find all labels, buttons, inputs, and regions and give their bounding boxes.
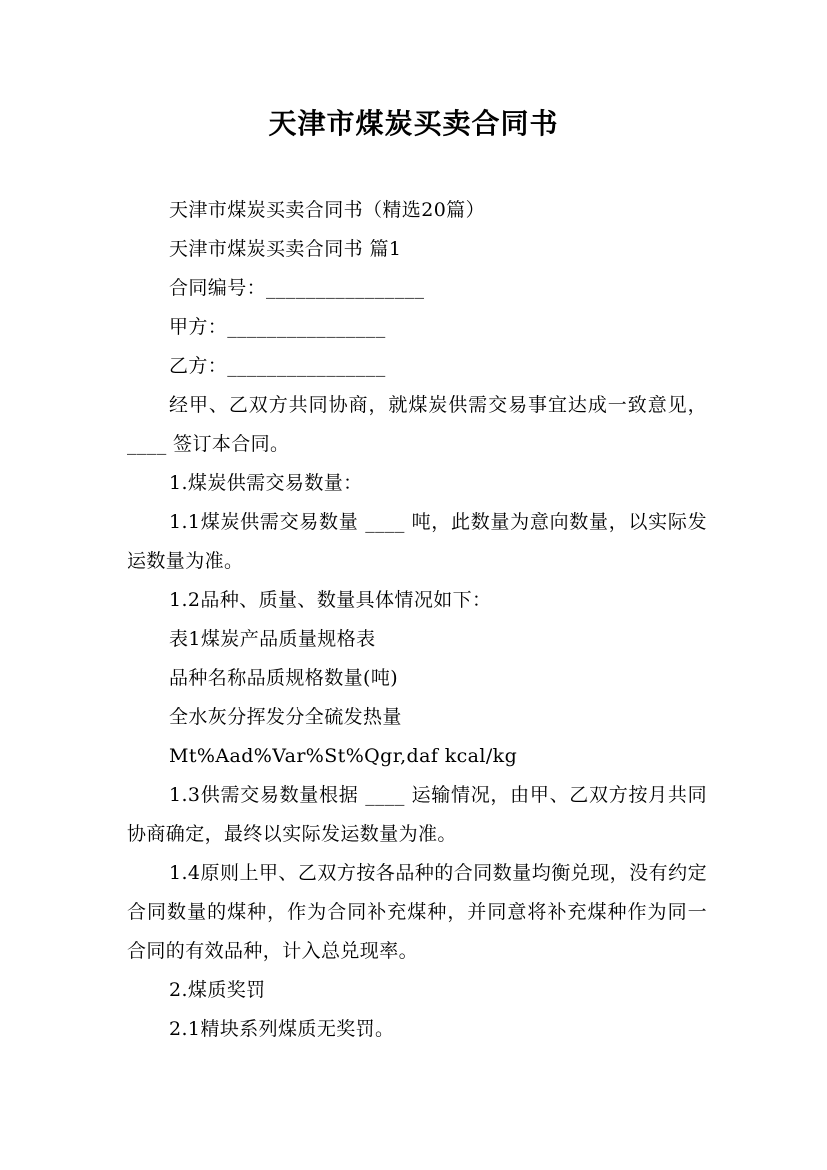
paragraph-party-b: 乙方：________________ bbox=[169, 355, 386, 377]
document-title: 天津市煤炭买卖合同书 bbox=[268, 107, 559, 140]
document-body bbox=[127, 191, 714, 1049]
paragraph-party-a: 甲方：________________ bbox=[169, 316, 386, 338]
paragraph-clause-2: 2.煤质奖罚 bbox=[169, 979, 266, 1001]
paragraph-clause-1-1: 1.1煤炭供需交易数量 ____ 吨，此数量为意向数量，以实际发运数量为准。 bbox=[127, 511, 707, 572]
paragraph-clause-1-4: 1.4原则上甲、乙双方按各品种的合同数量均衡兑现，没有约定合同数量的煤种，作为合同补充煤种，并同意将补充煤种作为同一合同的有效品种，计入总兑现率。 bbox=[127, 862, 707, 962]
paragraph-clause-1-3: 1.3供需交易数量根据 ____ 运输情况，由甲、乙双方按月共同协商确定，最终以实际发运数量为准。 bbox=[127, 784, 707, 845]
paragraph-clause-1-2: 1.2品种、质量、数量具体情况如下： bbox=[169, 589, 492, 611]
paragraph-table-units: Mt%Aad%Var%St%Qgr,daf kcal/kg bbox=[169, 745, 518, 767]
paragraph-contract-number: 合同编号：________________ bbox=[169, 277, 425, 299]
paragraph-clause-1: 1.煤炭供需交易数量： bbox=[169, 472, 363, 494]
paragraph-table-caption: 表1煤炭产品质量规格表 bbox=[169, 628, 376, 650]
paragraph-table-subheader: 全水灰分挥发分全硫发热量 bbox=[169, 706, 402, 728]
paragraph-table-header: 品种名称品质规格数量(吨) bbox=[169, 667, 399, 689]
paragraph-agreement: 经甲、乙双方共同协商，就煤炭供需交易事宜达成一致意见， ____ 签订本合同。 bbox=[127, 394, 714, 455]
paragraph-clause-2-1: 2.1精块系列煤质无奖罚。 bbox=[169, 1018, 395, 1040]
paragraph-heading: 天津市煤炭买卖合同书（精选20篇） bbox=[169, 199, 485, 221]
paragraph-section-title: 天津市煤炭买卖合同书 篇1 bbox=[169, 238, 402, 260]
